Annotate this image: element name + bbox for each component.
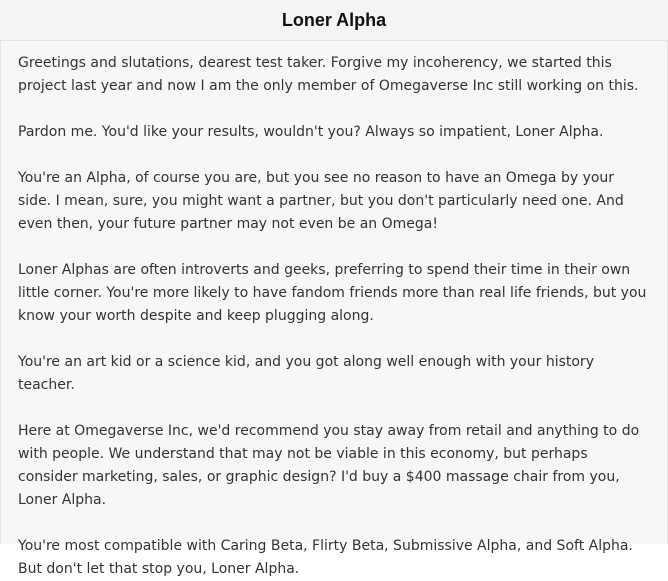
result-title: Loner Alpha: [281, 9, 387, 30]
result-paragraph-4: Loner Alphas are often introverts and geeks, preferring to spend their time in their own little corner. You're more likely to have fandom friends more than real life friends, but you know your worth despite and keep plugging along.: [18, 262, 647, 324]
result-paragraph-3: You're an Alpha, of course you are, but you see no reason to have an Omega by your side. I mean, sure, you might want a partner, but you don't particularly need one. And even then, your future partner may not even be an Omega!: [18, 170, 624, 232]
result-header: [0, 0, 668, 41]
result-paragraph-6: Here at Omegaverse Inc, we'd recommend you stay away from retail and anything to do with people. We understand that may not be viable in this economy, but perhaps consider marketing, sales, or graphic design? I'd buy a $400 massage chair from you, Loner Alpha.: [18, 423, 640, 508]
result-paragraph-7: You're most compatible with Caring Beta, Flirty Beta, Submissive Alpha, and Soft Alpha. But don't let that stop you, Loner Alpha.: [18, 538, 633, 577]
result-paragraph-5: You're an art kid or a science kid, and you got along well enough with your history teacher.: [18, 354, 594, 393]
result-paragraph-1: Greetings and slutations, dearest test taker. Forgive my incoherency, we started this project last year and now I am the only member of Omegaverse Inc still working on this.: [18, 55, 639, 94]
result-description: [0, 41, 668, 577]
result-paragraph-2: Pardon me. You'd like your results, wouldn't you? Always so impatient, Loner Alpha.: [18, 124, 604, 140]
